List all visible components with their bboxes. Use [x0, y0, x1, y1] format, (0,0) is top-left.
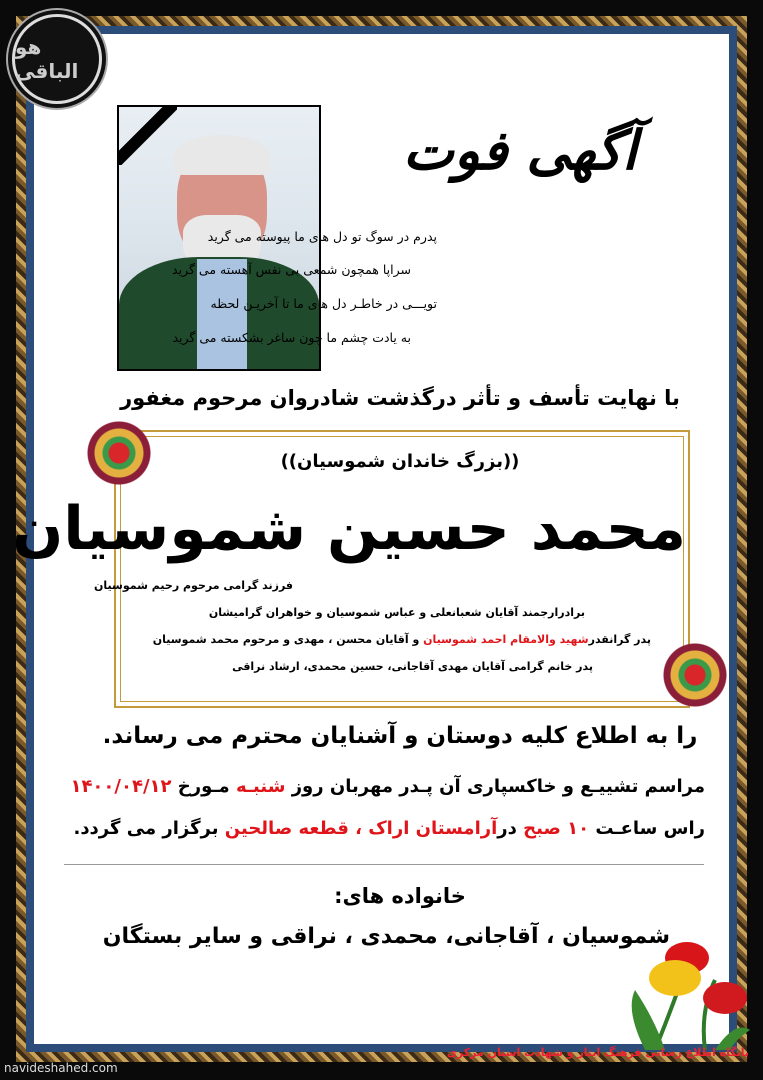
relation-line-3: [153, 633, 651, 646]
inform-text: را به اطلاع کلیه دوستان و آشنایان محترم می رساند.: [102, 723, 698, 749]
ceremony-date: ۱۴۰۰/۰۴/۱۲: [70, 776, 172, 797]
poem-line-3: تویـــی در خاطـر دل های ما تا آخریـن لحظه: [210, 296, 437, 311]
families-list: شموسیان ، آقاجانی، محمدی ، نراقی و سایر بستگان: [102, 924, 670, 949]
page-title: آگهی فوت: [403, 118, 637, 182]
ceremony-line-2: [73, 818, 705, 839]
ceremony-day: شنبـه: [235, 776, 286, 797]
tulips-icon: [615, 930, 755, 1050]
ceremony-text-e: برگزار می گردد.: [73, 818, 225, 839]
ceremony-text-b: مـورخ: [171, 776, 236, 797]
divider: [64, 864, 704, 865]
footer-logo: پایگاه اطلاع رسانی فرهنگ ایثار و شهادت استان مرکزی: [446, 1046, 749, 1059]
medallion-text: هو الباقی: [15, 35, 79, 83]
ceremony-text-c: راس ساعـت: [589, 818, 705, 839]
deceased-name: محمد حسین شموسیان: [12, 494, 686, 564]
subtitle: ((بزرگ خاندان شموسیان)): [280, 451, 520, 472]
ceremony-location: آرامستان اراک ، قطعه صالحین: [224, 818, 498, 839]
poem-line-2: سراپا همچون شمعی بی نفس آهسته می گرید: [172, 262, 411, 277]
relation-line-2: برادرارجمند آقایان شعبانعلی و عباس شموسیان و خواهران گرامیشان: [208, 606, 585, 619]
relation-line-3-b: و آقایان محسن ، مهدی و مرحوم محمد شموسیان: [152, 633, 424, 646]
ceremony-text-d: در: [497, 818, 524, 839]
relation-line-3-a: پدر گرانقدر: [588, 633, 651, 646]
relation-line-4: پدر خانم گرامی آقایان مهدی آقاجانی، حسین محمدی، ارشاد نراقی: [232, 660, 593, 673]
ceremony-time: ۱۰ صبح: [523, 818, 590, 839]
medallion-emblem: [12, 14, 102, 104]
footer-site: navideshahed.com: [4, 1061, 118, 1075]
poem-line-1: پدرم در سوگ تو دل های ما پیوسته می گرید: [207, 229, 437, 244]
families-label: خانواده های:: [334, 884, 466, 908]
floral-ornament-icon: [660, 640, 730, 710]
ceremony-text-a: مراسم تشییـع و خاکسپاری آن پـدر مهربان روز: [285, 776, 705, 797]
mourning-ribbon-icon: [117, 105, 177, 165]
announcement-headline: با نهایت تأسف و تأثر درگذشت شادروان مرحوم مغفور: [120, 386, 680, 410]
relation-line-1: فرزند گرامی مرحوم رحیم شموسیان: [94, 579, 293, 592]
poem-line-4: به یادت چشم ما چون ساغر بشکسته می گرید: [172, 330, 411, 345]
martyr-name: شهید والامقام احمد شموسیان: [423, 633, 589, 646]
ceremony-line-1: [70, 776, 705, 797]
photo-hair: [174, 135, 270, 175]
